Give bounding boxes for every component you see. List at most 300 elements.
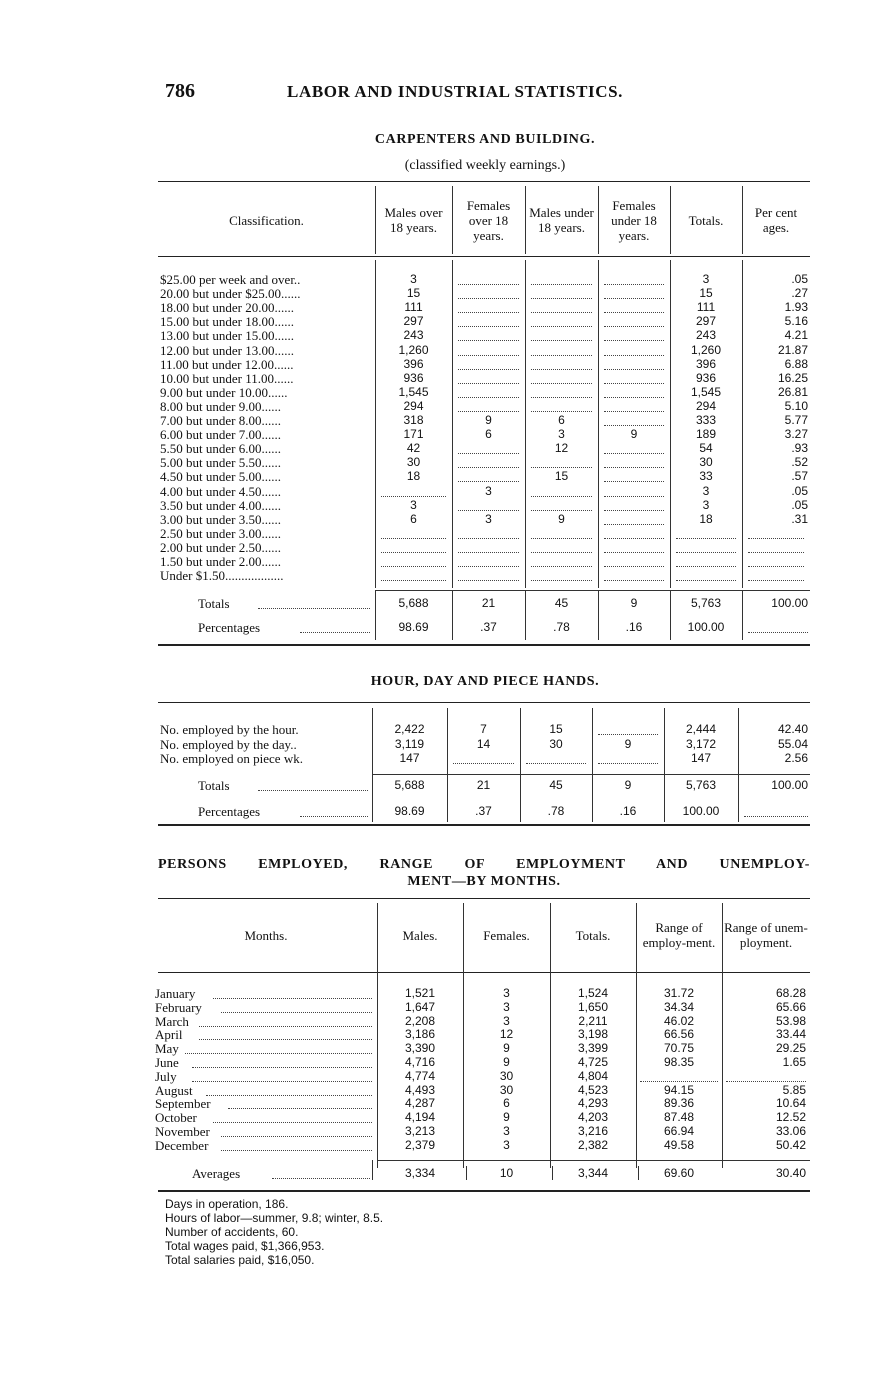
- dot-leader: [604, 467, 664, 468]
- dot-leader: [458, 481, 519, 482]
- cell-emp: 49.58: [663, 1137, 695, 1152]
- column-header: Per cent ages.: [754, 205, 798, 235]
- cell-males: 4,716: [404, 1055, 436, 1069]
- dot-leader: [531, 355, 592, 356]
- dot-leader: [258, 790, 368, 791]
- dot-leader: [604, 355, 664, 356]
- percentages-fem: .37: [480, 620, 497, 635]
- dot-leader: [748, 580, 804, 581]
- dot-leader: [213, 998, 372, 999]
- dot-leader: [199, 1039, 372, 1040]
- dot-leader: [458, 355, 519, 356]
- cell-total: 18: [699, 511, 713, 526]
- percentages-fu: .16: [625, 620, 643, 635]
- cell-males: 2,422: [394, 722, 425, 736]
- dot-leader: [206, 1095, 372, 1096]
- cell-total: 15: [699, 286, 713, 301]
- cell-totals: 3,198: [577, 1027, 609, 1042]
- classification-label: 8.00 but under 9.00......: [160, 398, 281, 414]
- dot-leader: [531, 397, 592, 398]
- dot-leader: [604, 524, 664, 525]
- cell-males: 4,194: [404, 1110, 436, 1125]
- cell-mu: 6: [558, 413, 565, 427]
- month-name: November: [155, 1124, 210, 1139]
- footnote-line: Hours of labor—summer, 9.8; winter, 8.5.: [165, 1211, 384, 1225]
- cell-males: 1,647: [404, 999, 436, 1014]
- cell-females: 9: [503, 1110, 510, 1125]
- totals-males: 5,688: [394, 778, 425, 792]
- cell-males: 2,208: [404, 1013, 436, 1028]
- classification-label: 13.00 but under 15.00......: [160, 328, 294, 344]
- dot-leader: [531, 566, 592, 567]
- column-header: Females over 18 years.: [466, 197, 511, 243]
- totals-label: Totals: [198, 596, 230, 612]
- row-rule: [377, 1160, 810, 1161]
- cell-total: 396: [695, 356, 717, 371]
- cell-pct: 2.56: [784, 751, 808, 765]
- month-name: September: [155, 1096, 211, 1112]
- totals-fem: 21: [476, 778, 491, 792]
- cell-females: 3: [503, 986, 510, 1000]
- dot-leader: [381, 580, 446, 581]
- hands-row-label: No. employed on piece wk.: [160, 751, 303, 766]
- dot-leader: [458, 284, 519, 285]
- cell-total: 1,260: [690, 342, 722, 357]
- classification-label: 9.00 but under 10.00......: [160, 384, 288, 400]
- dot-leader: [381, 538, 446, 539]
- averages-females: 10: [499, 1166, 514, 1180]
- dot-leader: [458, 552, 519, 553]
- dot-leader: [458, 566, 519, 567]
- cell-pct: .52: [791, 455, 808, 470]
- cell-pct: 1.93: [784, 300, 808, 315]
- dot-leader: [744, 816, 808, 817]
- percentages-label: Percentages: [198, 620, 261, 636]
- percentages-total: 100.00: [682, 804, 720, 818]
- dot-leader: [221, 1150, 372, 1151]
- classification-label: 15.00 but under 18.00......: [160, 314, 294, 330]
- month-name: June: [155, 1055, 179, 1070]
- column-rule: [598, 186, 599, 254]
- classification-label: 5.50 but under 6.00......: [160, 441, 281, 457]
- dot-leader: [531, 298, 592, 299]
- cell-pct: 26.81: [777, 384, 808, 399]
- dot-leader: [458, 580, 519, 581]
- percentages-males: 98.69: [398, 620, 429, 635]
- dot-leader: [199, 1026, 372, 1027]
- dot-leader: [676, 580, 736, 581]
- percentages-label: Percentages: [198, 804, 261, 819]
- cell-emp: 89.36: [663, 1096, 695, 1111]
- column-rule: [742, 186, 743, 254]
- column-header: Females under 18 years.: [611, 197, 657, 243]
- column-header: Males over 18 years.: [384, 205, 443, 235]
- cell-total: 243: [695, 328, 717, 343]
- dot-leader: [458, 411, 519, 412]
- cell-totals: 4,293: [577, 1096, 609, 1111]
- month-name: December: [155, 1137, 209, 1153]
- cell-males: 294: [403, 398, 424, 413]
- cell-pct: 16.25: [777, 370, 808, 385]
- cell-males: 243: [403, 328, 424, 343]
- cell-total: 3: [702, 497, 710, 512]
- cell-females: 3: [503, 1013, 510, 1028]
- column-header: Males under 18 years.: [529, 205, 594, 235]
- totals-pct: 100.00: [771, 778, 808, 792]
- cell-total: 333: [695, 413, 717, 427]
- cell-unemp: 33.44: [775, 1027, 806, 1042]
- month-name: October: [155, 1110, 197, 1126]
- dot-leader: [604, 411, 664, 412]
- cell-totals: 2,382: [577, 1137, 609, 1152]
- dot-leader: [604, 566, 664, 567]
- table-rule: [158, 1190, 810, 1192]
- cell-fem: 3: [485, 511, 492, 526]
- classification-label: 7.00 but under 8.00......: [160, 413, 281, 428]
- dot-leader: [604, 326, 664, 327]
- cell-pct: 5.16: [784, 314, 808, 329]
- classification-label: 2.00 but under 2.50......: [160, 539, 281, 555]
- classification-label: 6.00 but under 7.00......: [160, 427, 281, 443]
- dot-leader: [458, 397, 519, 398]
- cell-females: 6: [503, 1096, 510, 1111]
- dot-leader: [458, 298, 519, 299]
- cell-males: 1,545: [398, 384, 429, 399]
- totals-males: 5,688: [398, 596, 429, 611]
- column-header: Males.: [402, 927, 438, 943]
- cell-pct: .31: [791, 511, 808, 526]
- employment-title-line2: MENT—BY MONTHS.: [407, 874, 561, 889]
- cell-unemp: 33.06: [775, 1124, 806, 1138]
- percentages-total: 100.00: [687, 620, 725, 635]
- cell-total: 297: [695, 314, 717, 329]
- dot-leader: [604, 453, 664, 454]
- dot-leader: [604, 552, 664, 553]
- percentages-fu: .16: [619, 804, 637, 818]
- cell-mu: 15: [554, 469, 569, 484]
- dot-leader: [604, 312, 664, 313]
- dot-leader: [604, 510, 664, 511]
- cell-emp: 46.02: [663, 1013, 695, 1028]
- cell-males: 3,213: [404, 1124, 436, 1138]
- cell-pct: .05: [791, 483, 808, 498]
- classification-label: 4.50 but under 5.00......: [160, 469, 281, 485]
- cell-totals: 1,650: [577, 999, 609, 1014]
- table-rule: [158, 644, 810, 646]
- cell-fu: 9: [624, 736, 632, 751]
- cell-total: 3: [702, 483, 710, 498]
- dot-leader: [300, 632, 370, 633]
- table-rule: [158, 702, 810, 703]
- cell-emp: 66.94: [663, 1124, 695, 1138]
- cell-total: 294: [695, 398, 717, 413]
- dot-leader: [604, 340, 664, 341]
- cell-totals: 3,399: [577, 1041, 609, 1056]
- column-header: Totals.: [575, 927, 611, 943]
- dot-leader: [604, 284, 664, 285]
- dot-leader: [748, 632, 808, 633]
- cell-males: 4,493: [404, 1082, 436, 1097]
- cell-females: 9: [503, 1041, 510, 1056]
- dot-leader: [604, 369, 664, 370]
- classification-label: 18.00 but under 20.00......: [160, 300, 294, 316]
- dot-leader: [192, 1067, 372, 1068]
- dot-leader: [604, 580, 664, 581]
- cell-total: 30: [699, 455, 713, 470]
- cell-emp: 87.48: [663, 1110, 695, 1125]
- column-header: Females.: [483, 927, 530, 943]
- cell-mu: 12: [554, 441, 569, 456]
- cell-totals: 1,524: [577, 986, 609, 1000]
- cell-males: 111: [404, 300, 423, 315]
- percentages-mu: .78: [553, 620, 570, 635]
- cell-males: 396: [403, 356, 424, 371]
- percentages-mu: .78: [547, 804, 565, 818]
- dot-leader: [604, 481, 664, 482]
- month-name: February: [155, 999, 202, 1015]
- cell-males: 1,260: [398, 342, 429, 357]
- cell-totals: 4,203: [577, 1110, 609, 1125]
- dot-leader: [272, 1178, 370, 1179]
- dot-leader: [531, 580, 592, 581]
- cell-total: 3,172: [685, 736, 717, 751]
- column-header: Months.: [244, 927, 288, 943]
- cell-females: 12: [499, 1027, 514, 1042]
- table-rule: [158, 972, 810, 973]
- dot-leader: [748, 538, 804, 539]
- dot-leader: [531, 340, 592, 341]
- dot-leader: [458, 510, 519, 511]
- cell-males: 1,521: [404, 986, 436, 1000]
- cell-pct: 3.27: [784, 427, 808, 442]
- month-name: March: [155, 1013, 189, 1029]
- column-rule: [372, 1160, 373, 1180]
- cell-pct: 21.87: [777, 342, 808, 357]
- column-header: Range of unem-ployment.: [724, 920, 808, 950]
- table-rule: [158, 898, 810, 899]
- dot-leader: [531, 383, 592, 384]
- cell-total: 1,545: [690, 384, 722, 399]
- averages-label: Averages: [192, 1166, 241, 1181]
- dot-leader: [604, 383, 664, 384]
- cell-total: 147: [690, 751, 712, 765]
- hands-title: HOUR, DAY AND PIECE HANDS.: [370, 674, 600, 689]
- cell-unemp: 5.85: [782, 1082, 806, 1097]
- footnote-line: Number of accidents, 60.: [165, 1225, 299, 1239]
- dot-leader: [604, 397, 664, 398]
- dot-leader: [604, 298, 664, 299]
- totals-fu: 9: [630, 596, 638, 611]
- averages-males: 3,334: [404, 1166, 436, 1180]
- column-header: Totals.: [688, 212, 724, 228]
- averages-unemp: 30.40: [775, 1166, 806, 1180]
- cell-males: 18: [406, 469, 421, 484]
- dot-leader: [221, 1012, 372, 1013]
- dot-leader: [192, 1081, 372, 1082]
- month-name: May: [155, 1041, 179, 1057]
- cell-unemp: 1.65: [782, 1055, 806, 1069]
- classification-label: 1.50 but under 2.00......: [160, 554, 281, 569]
- dot-leader: [604, 538, 664, 539]
- cell-emp: 94.15: [663, 1082, 695, 1097]
- dot-leader: [531, 369, 592, 370]
- dot-leader: [213, 1122, 372, 1123]
- cell-males: 3: [410, 272, 417, 286]
- cell-totals: 4,804: [577, 1068, 609, 1083]
- column-rule: [670, 186, 671, 254]
- dot-leader: [676, 552, 736, 553]
- totals-fem: 21: [481, 596, 496, 611]
- page-header: [165, 80, 695, 104]
- dot-leader: [531, 326, 592, 327]
- cell-females: 3: [503, 1137, 510, 1152]
- cell-fem: 9: [485, 413, 492, 427]
- cell-fu: 9: [630, 427, 638, 442]
- classification-label: 5.00 but under 5.50......: [160, 455, 281, 471]
- cell-males: 147: [399, 751, 420, 765]
- averages-emp: 69.60: [663, 1166, 695, 1180]
- percentages-males: 98.69: [394, 804, 425, 818]
- totals-total: 5,763: [690, 596, 722, 611]
- column-header: Classification.: [229, 212, 304, 228]
- dot-leader: [221, 1136, 372, 1137]
- cell-fem: 7: [480, 722, 487, 736]
- cell-fem: 3: [485, 483, 492, 498]
- classification-label: 10.00 but under 11.00......: [160, 370, 294, 386]
- column-rule: [598, 260, 599, 588]
- dot-leader: [531, 496, 592, 497]
- cell-males: 42: [406, 441, 421, 456]
- row-rule: [375, 590, 810, 591]
- cell-males: 4,774: [404, 1068, 436, 1083]
- cell-females: 3: [503, 999, 510, 1014]
- cell-totals: 3,216: [577, 1124, 609, 1138]
- cell-females: 30: [499, 1068, 514, 1083]
- classification-label: 4.00 but under 4.50......: [160, 483, 281, 499]
- cell-pct: 42.40: [777, 722, 808, 736]
- dot-leader: [531, 552, 592, 553]
- cell-unemp: 12.52: [775, 1110, 806, 1125]
- cell-pct: .27: [791, 286, 808, 301]
- cell-males: 3,390: [404, 1041, 436, 1056]
- footnote-line: Total salaries paid, $16,050.: [165, 1253, 315, 1267]
- dot-leader: [748, 566, 804, 567]
- dot-leader: [604, 496, 664, 497]
- cell-total: 111: [696, 300, 716, 315]
- running-head: LABOR AND INDUSTRIAL STATISTICS.: [287, 82, 623, 101]
- dot-leader: [531, 312, 592, 313]
- footnote-line: Total wages paid, $1,366,953.: [165, 1239, 325, 1253]
- month-name: July: [155, 1068, 177, 1084]
- averages-totals: 3,344: [577, 1166, 609, 1180]
- month-name: April: [155, 1027, 183, 1043]
- dot-leader: [458, 369, 519, 370]
- cell-pct: 55.04: [777, 736, 808, 751]
- percentages-fem: .37: [475, 804, 492, 818]
- dot-leader: [531, 467, 592, 468]
- cell-emp: 31.72: [663, 986, 695, 1000]
- dot-leader: [228, 1108, 372, 1109]
- cell-pct: .57: [791, 469, 808, 484]
- cell-total: 3: [702, 272, 710, 286]
- totals-mu: 45: [554, 596, 569, 611]
- cell-males: 4,287: [404, 1096, 436, 1111]
- table-rule: [158, 181, 810, 182]
- month-name: January: [155, 986, 196, 1001]
- dot-leader: [531, 411, 592, 412]
- cell-males: 3: [410, 497, 417, 512]
- dot-leader: [531, 510, 592, 511]
- row-rule: [372, 774, 810, 775]
- dot-leader: [185, 1053, 372, 1054]
- cell-totals: 4,725: [577, 1055, 609, 1069]
- column-rule: [525, 186, 526, 254]
- dot-leader: [676, 566, 736, 567]
- totals-label: Totals: [198, 778, 230, 793]
- classification-label: 3.00 but under 3.50......: [160, 511, 281, 527]
- cell-males: 15: [406, 286, 421, 301]
- cell-pct: .05: [791, 497, 808, 512]
- cell-males: 3,186: [404, 1027, 436, 1042]
- cell-pct: .05: [791, 272, 808, 286]
- hands-row-label: No. employed by the day..: [160, 736, 297, 752]
- dot-leader: [598, 763, 658, 764]
- cell-males: 6: [410, 511, 417, 526]
- dot-leader: [604, 425, 664, 426]
- dot-leader: [748, 552, 804, 553]
- dot-leader: [458, 467, 519, 468]
- dot-leader: [381, 496, 446, 497]
- cell-unemp: 50.42: [775, 1137, 806, 1152]
- cell-total: 936: [695, 370, 717, 385]
- dot-leader: [458, 538, 519, 539]
- cell-pct: .93: [791, 441, 808, 456]
- totals-pct: 100.00: [771, 596, 808, 611]
- column-rule: [452, 186, 453, 254]
- cell-males: 2,379: [404, 1137, 436, 1152]
- cell-mu: 15: [549, 722, 563, 736]
- dot-leader: [598, 734, 658, 735]
- cell-females: 3: [503, 1124, 510, 1138]
- cell-emp: 70.75: [663, 1041, 695, 1056]
- employment-title: [158, 856, 810, 890]
- cell-pct: 5.77: [784, 413, 808, 427]
- cell-total: 2,444: [685, 722, 717, 736]
- dot-leader: [458, 326, 519, 327]
- cell-total: 54: [699, 441, 713, 456]
- column-header: Range of employ-ment.: [642, 920, 716, 950]
- dot-leader: [531, 284, 592, 285]
- dot-leader: [381, 566, 446, 567]
- cell-mu: 3: [558, 427, 565, 442]
- cell-males: 936: [403, 370, 424, 385]
- cell-mu: 9: [558, 511, 565, 526]
- cell-total: 33: [699, 469, 713, 484]
- classification-label: $25.00 per week and over..: [160, 272, 301, 287]
- table-rule: [158, 824, 810, 826]
- carpenters-title: CARPENTERS AND BUILDING.: [374, 132, 596, 147]
- dot-leader: [458, 312, 519, 313]
- employment-title-line1: PERSONS EMPLOYED, RANGE OF EMPLOYMENT AND UNEMPLOY-: [158, 857, 810, 872]
- totals-mu: 45: [549, 778, 563, 792]
- hands-row-label: No. employed by the hour.: [160, 722, 299, 737]
- cell-total: 189: [695, 427, 717, 442]
- totals-total: 5,763: [685, 778, 717, 792]
- cell-pct: 4.21: [784, 328, 808, 343]
- carpenters-subtitle: (classified weekly earnings.): [404, 158, 566, 173]
- cell-unemp: 68.28: [775, 986, 806, 1000]
- cell-males: 318: [403, 413, 424, 427]
